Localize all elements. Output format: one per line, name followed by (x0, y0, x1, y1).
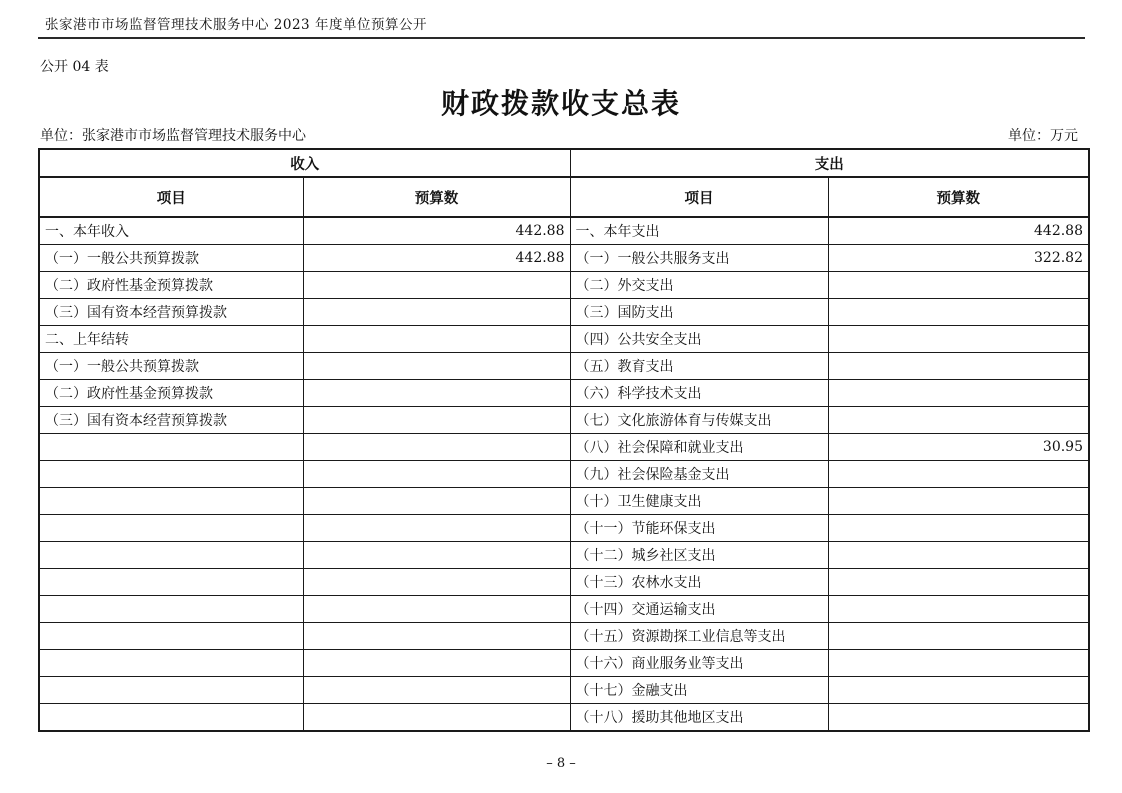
income-item-cell: 一、本年收入 (39, 217, 303, 245)
table-row (39, 677, 1089, 704)
income-value-cell (303, 353, 570, 380)
income-value-cell (303, 272, 570, 299)
income-value-cell (303, 677, 570, 704)
expense-item-cell: （一）一般公共服务支出 (570, 245, 828, 272)
income-item-column-header: 项目 (39, 177, 303, 217)
table-row (39, 650, 1089, 677)
income-value-cell (303, 461, 570, 488)
table-row (39, 353, 1089, 380)
expense-value-cell (828, 380, 1089, 407)
income-value-cell (303, 515, 570, 542)
income-item-cell (39, 596, 303, 623)
income-item-cell: （三）国有资本经营预算拨款 (39, 299, 303, 326)
table-row (39, 623, 1089, 650)
table-row (39, 569, 1089, 596)
expense-value-cell (828, 650, 1089, 677)
expense-value-cell (828, 677, 1089, 704)
income-item-cell: 二、上年结转 (39, 326, 303, 353)
expense-value-cell (828, 353, 1089, 380)
income-value-cell (303, 650, 570, 677)
income-item-cell (39, 515, 303, 542)
expense-value-cell: 30.95 (828, 434, 1089, 461)
income-value-cell: 442.88 (303, 245, 570, 272)
table-row (39, 515, 1089, 542)
expense-item-cell: （六）科学技术支出 (570, 380, 828, 407)
expense-value-cell (828, 326, 1089, 353)
expense-value-cell (828, 704, 1089, 732)
income-item-cell (39, 569, 303, 596)
expense-value-cell (828, 407, 1089, 434)
expense-item-cell: （十八）援助其他地区支出 (570, 704, 828, 732)
expense-value-cell (828, 299, 1089, 326)
expense-item-cell: （八）社会保障和就业支出 (570, 434, 828, 461)
expense-item-cell: （十六）商业服务业等支出 (570, 650, 828, 677)
table-row (39, 461, 1089, 488)
income-item-cell (39, 623, 303, 650)
income-value-cell (303, 542, 570, 569)
expense-value-cell (828, 272, 1089, 299)
table-body (39, 217, 1089, 731)
expense-item-cell: （十四）交通运输支出 (570, 596, 828, 623)
unit-info-row (40, 125, 1078, 145)
table-row (39, 326, 1089, 353)
form-number-label: 公开 04 表 (40, 59, 109, 75)
income-value-cell (303, 596, 570, 623)
income-item-cell (39, 704, 303, 732)
table-row (39, 704, 1089, 732)
income-item-cell (39, 677, 303, 704)
page-title: 财政拨款收支总表 (440, 87, 681, 120)
income-item-cell (39, 542, 303, 569)
expense-value-cell (828, 542, 1089, 569)
expense-value-cell (828, 515, 1089, 542)
expense-item-column-header: 项目 (570, 177, 828, 217)
income-value-cell: 442.88 (303, 217, 570, 245)
table-row (39, 299, 1089, 326)
expense-value-cell: 322.82 (828, 245, 1089, 272)
column-header-row (39, 177, 1089, 217)
income-value-cell (303, 623, 570, 650)
table-row (39, 272, 1089, 299)
income-item-cell (39, 461, 303, 488)
income-value-cell (303, 299, 570, 326)
expense-item-cell: （十七）金融支出 (570, 677, 828, 704)
expense-item-cell: （十一）节能环保支出 (570, 515, 828, 542)
expense-item-cell: （五）教育支出 (570, 353, 828, 380)
expense-value-cell (828, 461, 1089, 488)
expense-item-cell: （四）公共安全支出 (570, 326, 828, 353)
table-row (39, 542, 1089, 569)
expense-value-cell (828, 488, 1089, 515)
expense-value-cell (828, 623, 1089, 650)
income-item-cell: （二）政府性基金预算拨款 (39, 380, 303, 407)
expense-item-cell: （二）外交支出 (570, 272, 828, 299)
income-item-cell: （二）政府性基金预算拨款 (39, 272, 303, 299)
income-item-cell (39, 434, 303, 461)
top-header-text: 张家港市市场监督管理技术服务中心 2023 年度单位预算公开 (45, 17, 427, 33)
expense-item-cell: 一、本年支出 (570, 217, 828, 245)
expense-item-cell: （十）卫生健康支出 (570, 488, 828, 515)
currency-unit-label: 单位：万元 (1008, 128, 1078, 144)
fiscal-appropriation-table (38, 148, 1090, 732)
section-header-row (39, 149, 1089, 177)
expense-budget-column-header: 预算数 (828, 177, 1089, 217)
income-item-cell: （一）一般公共预算拨款 (39, 353, 303, 380)
income-item-cell: （三）国有资本经营预算拨款 (39, 407, 303, 434)
expense-item-cell: （三）国防支出 (570, 299, 828, 326)
income-value-cell (303, 434, 570, 461)
table-row (39, 245, 1089, 272)
table-row (39, 434, 1089, 461)
income-section-header: 收入 (39, 149, 570, 177)
expense-item-cell: （十二）城乡社区支出 (570, 542, 828, 569)
expense-value-cell: 442.88 (828, 217, 1089, 245)
expense-section-header: 支出 (570, 149, 1089, 177)
page-number: – 8 – (546, 756, 576, 771)
table-row (39, 596, 1089, 623)
unit-name-label: 单位：张家港市市场监督管理技术服务中心 (40, 128, 306, 144)
expense-item-cell: （十三）农林水支出 (570, 569, 828, 596)
document-top-header (38, 7, 1085, 39)
expense-value-cell (828, 596, 1089, 623)
income-item-cell (39, 650, 303, 677)
income-budget-column-header: 预算数 (303, 177, 570, 217)
income-value-cell (303, 407, 570, 434)
income-value-cell (303, 380, 570, 407)
income-value-cell (303, 704, 570, 732)
expense-item-cell: （十五）资源勘探工业信息等支出 (570, 623, 828, 650)
income-value-cell (303, 569, 570, 596)
table-row (39, 407, 1089, 434)
income-item-cell (39, 488, 303, 515)
table-row (39, 488, 1089, 515)
table-row (39, 380, 1089, 407)
expense-value-cell (828, 569, 1089, 596)
income-value-cell (303, 326, 570, 353)
expense-item-cell: （九）社会保险基金支出 (570, 461, 828, 488)
income-value-cell (303, 488, 570, 515)
table-row (39, 217, 1089, 245)
expense-item-cell: （七）文化旅游体育与传媒支出 (570, 407, 828, 434)
income-item-cell: （一）一般公共预算拨款 (39, 245, 303, 272)
